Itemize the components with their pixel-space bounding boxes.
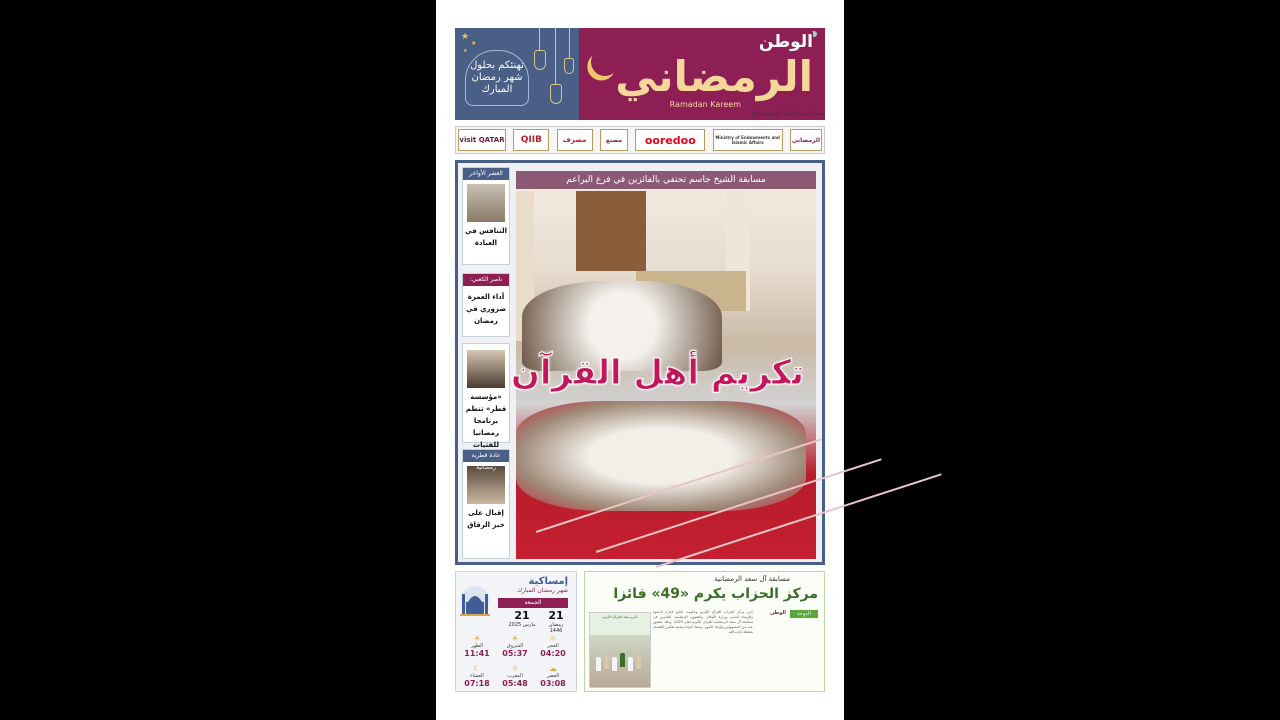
sponsor-ministry[interactable]	[713, 129, 783, 151]
sponsor-label: ooredoo	[644, 133, 696, 147]
cloud-sun-icon: ☁	[549, 664, 557, 673]
side-story[interactable]	[462, 167, 510, 265]
prayer-asr	[534, 664, 572, 690]
article-source: الوطن	[770, 610, 786, 616]
masthead	[455, 28, 825, 120]
sponsor-label: الرمضاني	[791, 136, 821, 144]
sponsor-bar	[455, 126, 825, 154]
prayer-maghrib	[496, 664, 534, 690]
prayer-time: 11:41	[464, 649, 490, 658]
sponsor-ramadani[interactable]	[790, 129, 822, 151]
hijri-month: رمضان	[548, 622, 564, 628]
article-location: الدوحة	[790, 610, 818, 618]
prayer-name: العصر	[546, 673, 560, 679]
side-story[interactable]	[462, 273, 510, 337]
side-story-image	[467, 350, 505, 388]
sponsor-label: visit QATAR	[459, 136, 505, 144]
dateline: الجمعة 21 مارس 2025 - 21 رمضان 1446	[750, 111, 825, 116]
hijri-year: 1446	[549, 628, 563, 634]
prayer-name: الفجر	[547, 643, 559, 649]
star-icon: ★	[471, 40, 477, 47]
article-kicker: مسابقة آل سعد الرمضانية	[714, 575, 790, 583]
prayer-name: الشروق	[506, 643, 524, 649]
article-photo[interactable]	[589, 612, 651, 688]
side-story[interactable]	[462, 343, 510, 449]
sunset-icon: ☼	[511, 664, 519, 673]
crowd	[516, 401, 806, 511]
sponsor-ooredoo[interactable]	[635, 129, 705, 151]
page-title: الرمضاني	[615, 52, 813, 101]
prayer-subtitle: شهر رمضان المبارك	[517, 587, 568, 594]
mihrab-door	[576, 191, 646, 271]
prayer-times-box	[455, 571, 577, 692]
sunrise-icon: ☼	[549, 634, 557, 643]
prayer-fajr	[534, 634, 572, 660]
lantern-icon	[550, 84, 562, 104]
side-story-image	[467, 184, 505, 222]
hijri-date	[542, 610, 570, 634]
bottom-article[interactable]	[584, 571, 825, 692]
star-icon: ★	[461, 32, 470, 42]
brand-logo[interactable]: الوطن	[758, 32, 813, 52]
hijri-day: 21	[548, 609, 564, 622]
moon-icon: ☾	[473, 664, 481, 673]
prayer-shuruq	[496, 634, 534, 660]
prayer-dhuhr	[458, 634, 496, 660]
sponsor-label: Ministry of Endowments and Islamic Affairs	[715, 135, 780, 145]
sun-icon: ☀	[473, 634, 481, 643]
prayer-name: العشاء	[470, 673, 484, 679]
mosque-icon	[458, 582, 492, 618]
side-story-tag: ناصر الكعبي:	[463, 274, 509, 286]
prayer-day: الجمعة	[498, 598, 568, 608]
main-feature-panel	[455, 160, 825, 565]
sun-icon: ☀	[511, 634, 519, 643]
gregorian-year: 2025	[508, 622, 522, 628]
article-body: كرم مركز الحزاب للقرآن الكريم وعلومه، التابع لإدارة الدعوة والإرشاد الديني بوزارة الأوقاف والشؤون الإسلامية، الفائزين في مسابقة آل سعد الرمضانية للقرآن الكريم لعام 2025، وذلك بحضور عدد من المسؤولين وأولياء الأمور، وسط أجواء إيمانية تعكس الاهتمام بحفظة كتاب الله.	[653, 610, 753, 634]
side-story-title: «مؤسسة قطر» تنظم برنامجا رمضانيا للفتيات	[465, 393, 507, 449]
side-story-tag: عادة قطرية رمضانية	[463, 450, 509, 462]
masthead-title-panel	[579, 28, 825, 120]
page-subtitle: Ramadan Kareem	[669, 100, 741, 109]
newspaper-page	[436, 0, 844, 720]
masthead-greeting-panel	[455, 28, 579, 120]
sponsor-factory[interactable]	[600, 129, 628, 151]
prayer-title: إمساكية	[528, 576, 568, 587]
sponsor-label: مصنع	[605, 136, 623, 144]
gregorian-month: مارس	[522, 622, 536, 628]
sponsor-qiib[interactable]	[513, 129, 549, 151]
prayer-time: 05:48	[502, 679, 528, 688]
prayer-time: 03:08	[540, 679, 566, 688]
side-story[interactable]	[462, 449, 510, 559]
prayer-name: الظهر	[470, 643, 484, 649]
prayer-time: 07:18	[464, 679, 490, 688]
lantern-icon	[534, 50, 546, 70]
article-photo-caption: نكرم سعد القرآن الكريم	[602, 615, 638, 619]
side-story-title: أداء العمرة ضروري في رمضان	[465, 293, 507, 325]
star-icon: ★	[463, 48, 468, 54]
gregorian-day: 21	[514, 609, 530, 622]
sponsor-bank[interactable]	[557, 129, 593, 151]
prayer-time: 04:20	[540, 649, 566, 658]
prayer-time: 05:37	[502, 649, 528, 658]
lantern-icon	[564, 58, 574, 74]
prayer-name: المغرب	[507, 673, 523, 679]
greeting-badge: تهنئكم بحلول شهر رمضان المبارك	[465, 50, 529, 106]
gregorian-date	[508, 610, 536, 628]
sponsor-visit-qatar[interactable]	[458, 129, 506, 151]
sponsor-label: QIIB	[520, 135, 542, 145]
main-headline[interactable]: تكريم أهل القرآن	[510, 353, 804, 393]
prayer-isha	[458, 664, 496, 690]
side-story-title: التنافس في العبادة	[465, 227, 507, 247]
sponsor-label: مصرف	[562, 136, 587, 144]
side-column	[462, 167, 510, 559]
article-title[interactable]: مركز الحزاب يكرم «49» فائزا	[613, 586, 818, 602]
side-story-title: إقبال على خبز الرقاق	[467, 509, 505, 529]
side-story-tag: العشر الأواخر	[463, 168, 509, 180]
photo-caption: مسابقة الشيخ جاسم تحتفي بالفائزين في فرع البراعم	[516, 171, 816, 189]
